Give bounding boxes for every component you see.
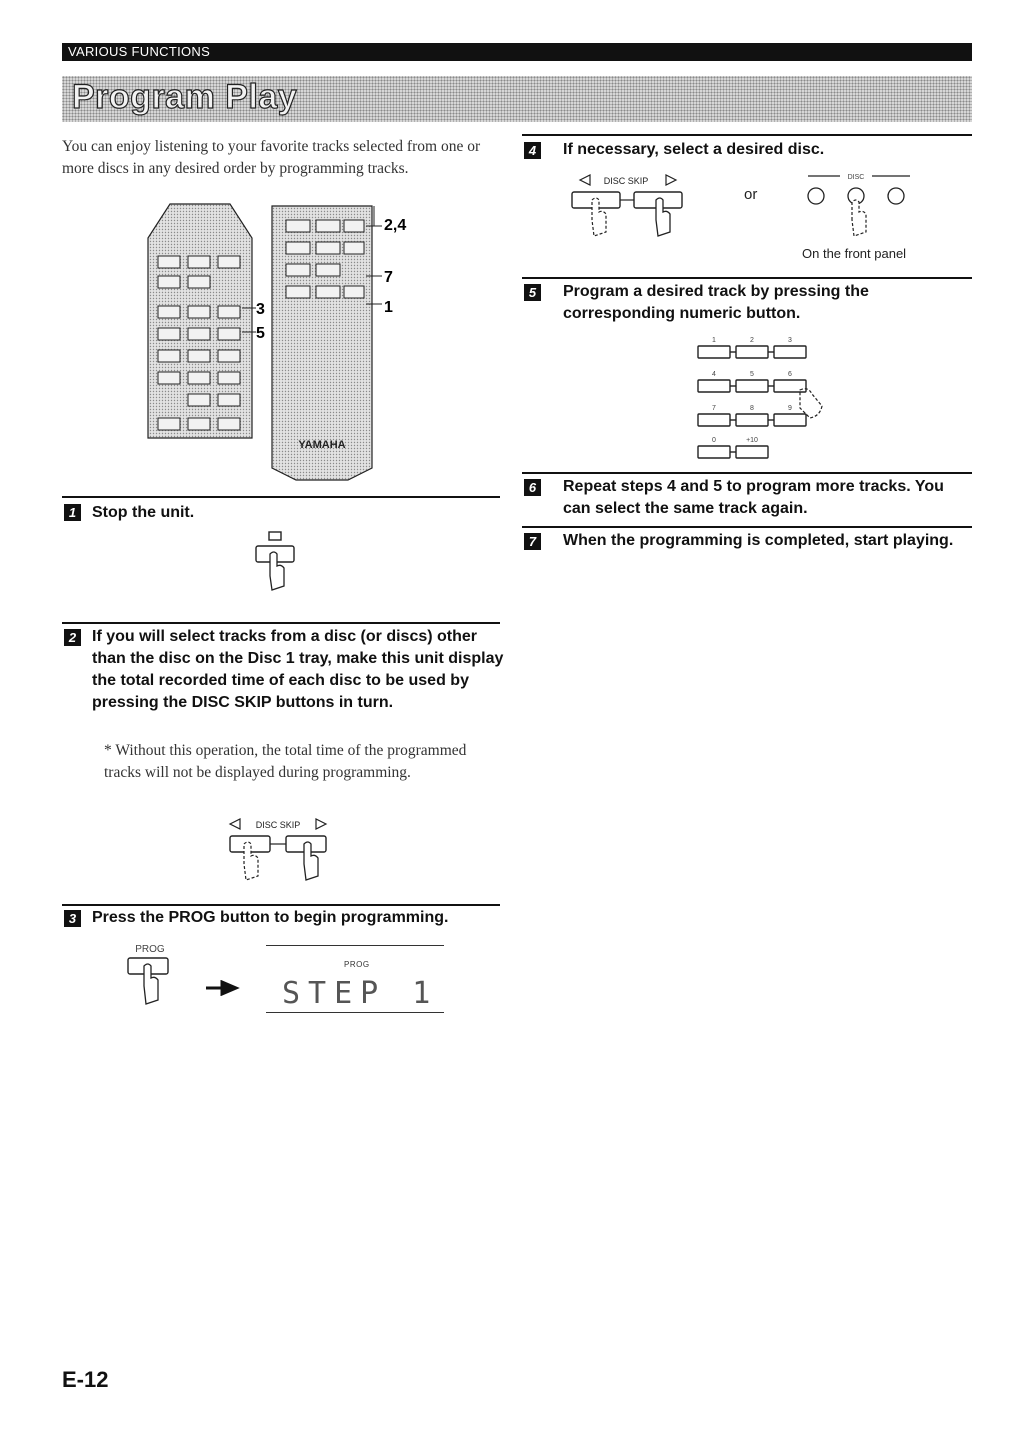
key-label-0: 0 bbox=[712, 437, 716, 444]
step-3-text: Press the PROG button to begin programming. bbox=[92, 909, 449, 926]
step-divider bbox=[522, 472, 972, 474]
display-step-text: STEP 1 bbox=[282, 976, 439, 1011]
prog-button-illustration bbox=[118, 940, 188, 1010]
section-header: VARIOUS FUNCTIONS bbox=[62, 43, 972, 61]
step-divider bbox=[62, 622, 500, 624]
step-3-number: 3 bbox=[64, 910, 81, 927]
disc-label: DISC bbox=[847, 174, 865, 181]
arrow-icon bbox=[204, 980, 244, 996]
callout-2-4: 2,4 bbox=[384, 217, 407, 234]
page-title: Program Play bbox=[72, 78, 298, 116]
step-6-number: 6 bbox=[524, 479, 541, 496]
step-divider bbox=[62, 496, 500, 498]
prog-label: PROG bbox=[135, 944, 165, 955]
key-label-plus10: +10 bbox=[746, 437, 758, 444]
step-divider bbox=[522, 277, 972, 279]
callout-3: 3 bbox=[256, 301, 265, 318]
key-label-5: 5 bbox=[750, 371, 754, 378]
step-divider bbox=[62, 904, 500, 906]
step-2-note: * Without this operation, the total time of the programmed tracks will not be displayed during programming. bbox=[104, 742, 467, 781]
disc-skip-label: DISC SKIP bbox=[255, 820, 301, 830]
step-1-text: Stop the unit. bbox=[92, 504, 195, 521]
front-panel-caption: On the front panel bbox=[802, 246, 907, 261]
callout-7: 7 bbox=[384, 269, 393, 286]
remote-brand: YAMAHA bbox=[298, 439, 346, 451]
step-2-number: 2 bbox=[64, 629, 81, 646]
disc-skip-illustration-2 bbox=[562, 170, 692, 248]
key-label-6: 6 bbox=[788, 371, 792, 378]
stop-button-illustration bbox=[248, 530, 308, 594]
step-4-text: If necessary, select a desired disc. bbox=[563, 141, 825, 158]
step-7-number: 7 bbox=[524, 533, 541, 550]
step-divider bbox=[522, 526, 972, 528]
key-label-2: 2 bbox=[750, 337, 754, 344]
intro-text: You can enjoy listening to your favorite tracks selected from one or more discs in any desired order by programming tracks. bbox=[62, 138, 481, 177]
key-label-3: 3 bbox=[788, 337, 792, 344]
or-text: or bbox=[744, 186, 758, 203]
key-label-8: 8 bbox=[750, 405, 754, 412]
display-top-line bbox=[266, 945, 444, 946]
step-6-text: Repeat steps 4 and 5 to program more tracks. You can select the same track again. bbox=[563, 478, 944, 517]
remote-control-illustration bbox=[140, 198, 410, 488]
page-number: E-12 bbox=[62, 1367, 109, 1392]
step-1-number: 1 bbox=[64, 504, 81, 521]
callout-5: 5 bbox=[256, 325, 265, 342]
step-5-text: Program a desired track by pressing the corresponding numeric button. bbox=[563, 283, 869, 322]
step-divider bbox=[522, 134, 972, 136]
step-5-number: 5 bbox=[524, 284, 541, 301]
front-panel-disc-buttons bbox=[800, 170, 920, 246]
key-label-9: 9 bbox=[788, 405, 792, 412]
display-prog-indicator: PROG bbox=[344, 960, 370, 969]
key-label-7: 7 bbox=[712, 405, 716, 412]
step-7-text: When the programming is completed, start playing. bbox=[563, 532, 954, 549]
key-label-1: 1 bbox=[712, 337, 716, 344]
disc-skip-illustration bbox=[218, 814, 338, 892]
step-2-text: If you will select tracks from a disc (or discs) other than the disc on the Disc 1 tray, make this unit display the total recorded time of each disc to be used by pressing the DISC SKIP buttons in turn. bbox=[92, 628, 504, 711]
numeric-keypad-illustration bbox=[690, 334, 840, 466]
disc-skip-label-2: DISC SKIP bbox=[603, 176, 649, 186]
key-label-4: 4 bbox=[712, 371, 716, 378]
callout-1: 1 bbox=[384, 299, 393, 316]
step-4-number: 4 bbox=[524, 142, 541, 159]
display-bottom-line bbox=[266, 1012, 444, 1013]
